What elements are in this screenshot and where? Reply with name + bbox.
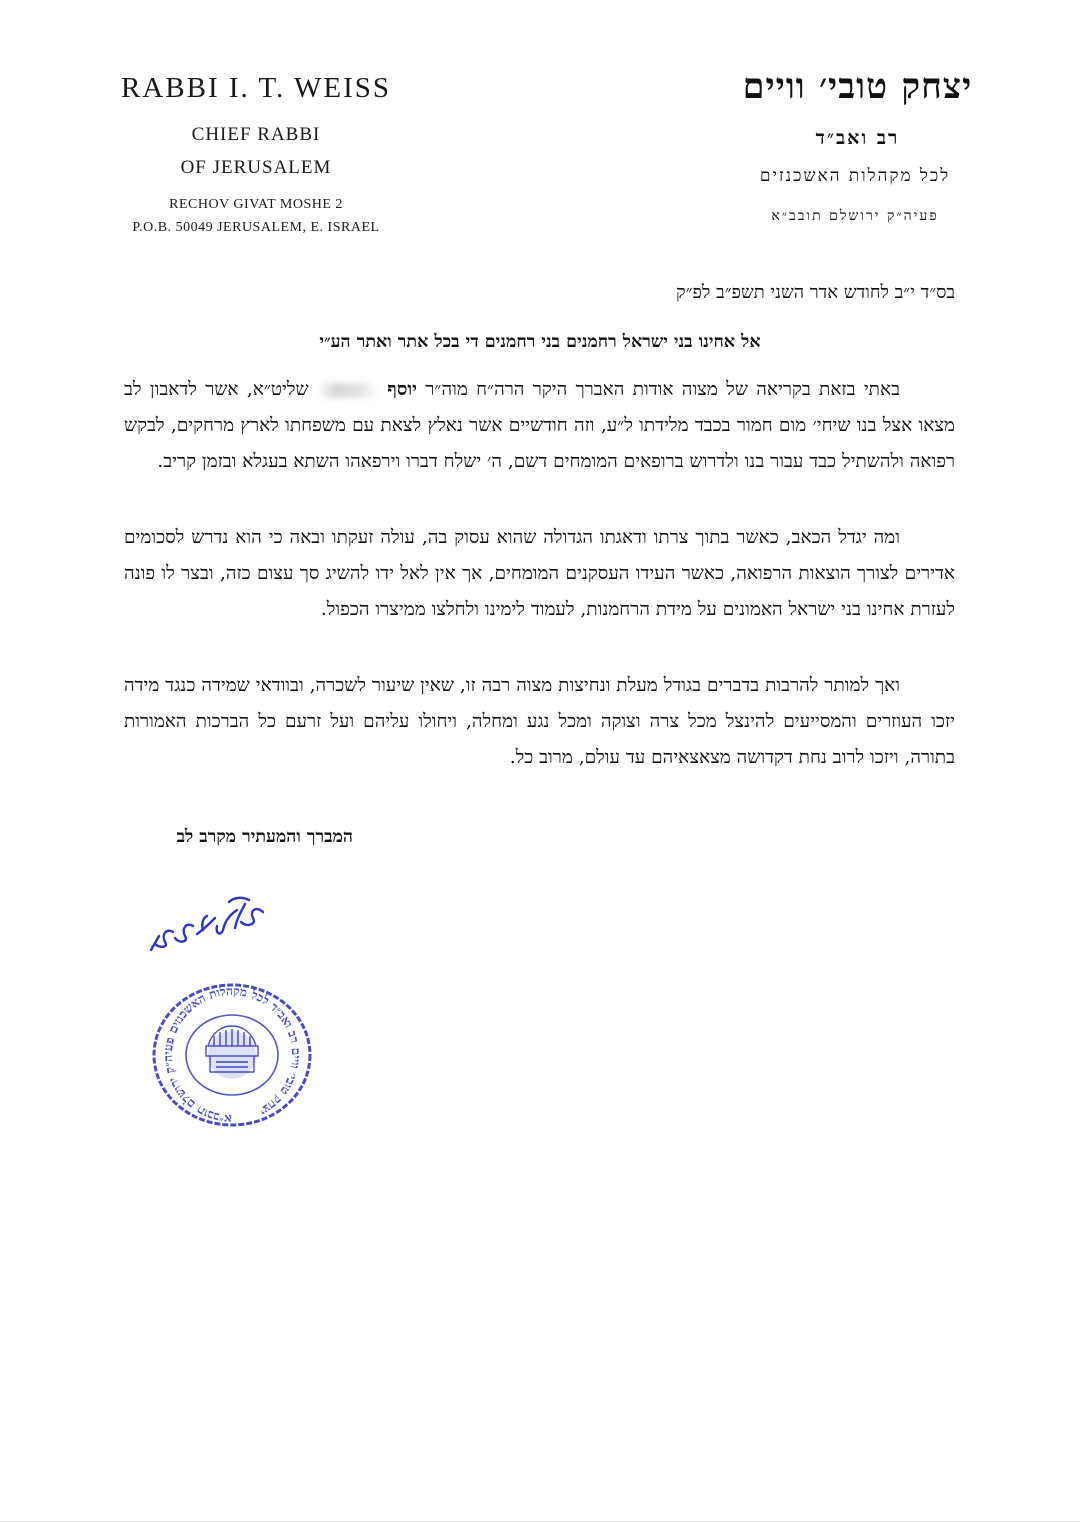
- paragraph-2-text: ומה יגדל הכאב, כאשר בתוך צרתו ודאגתו הגדולה שהוא עסוק בה, עולה זעקתו ובאה כי הוא נדרש לסכומים אדירים לצורך הוצאות הרפואה, כאשר העידו העסקנים המומחים, אך אין לאל ידו להשיג סך עצום כזה, ובצר לו פונה לעזרת אחינו בני ישראל האמונים על מידת הרחמנות, לעמוד לימינו ולחלצו ממיצרו הכפול.: [124, 527, 955, 620]
- redacted-name: [317, 383, 379, 398]
- letter-heading: אל אחינו בני ישראל רחמנים בני רחמנים די בכל אתר ואתר הע״י: [319, 332, 761, 352]
- page-bottom-edge: [0, 1521, 1080, 1522]
- paragraph-1: [124, 372, 955, 480]
- stamp-ring-text: יצחק טובי׳ וויים רב ואב״ד לכל מקהלות האשכנזים פעיה״ק ירושלם תובב״א: [160, 983, 304, 1127]
- hebrew-community: לכל מקהלות האשכנזים: [759, 166, 951, 186]
- english-title-line2: OF JERUSALEM: [180, 157, 332, 178]
- english-title-line1: CHIEF RABBI: [191, 124, 321, 145]
- paragraph-2: [124, 520, 955, 628]
- paragraph-3: [124, 668, 955, 776]
- english-name: RABBI I. T. WEISS: [120, 72, 392, 104]
- hebrew-name: יצחק טובי׳ וויים: [742, 66, 973, 107]
- official-stamp: [150, 980, 315, 1130]
- english-address-line1: RECHOV GIVAT MOSHE 2: [169, 197, 343, 212]
- hebrew-city: פעיה״ק ירושלם תובב״א: [771, 208, 939, 224]
- signature: [145, 888, 275, 958]
- recipient-name: יוסף: [387, 379, 417, 400]
- paragraph-1-before-name: באתי בזאת בקריאה של מצוה אודות האברך היקר הרה״ח מוה״ר: [425, 379, 900, 400]
- english-address-line2: P.O.B. 50049 JERUSALEM, E. ISRAEL: [132, 220, 380, 235]
- closing-line: המברך והמעתיר מקרב לב: [176, 827, 353, 847]
- date-line: בס״ד י״ב לחודש אדר השני תשפ״ב לפ״ק: [675, 282, 955, 303]
- paragraph-1-after-name: שליט״א, אשר לדאבון לב מצאו אצל בנו שיחי׳ מום חמור בכבד מלידתו ל״ע, וזה חודשיים אשר נאלץ לצאת עם משפחתו לארץ מרחקים, לבקש רפואה ולהשתיל כבד עבור בנו ולדרוש ברופאים המומחים דשם, ה׳ ישלח דברו וירפאהו השתא בעגלא ובזמן קריב.: [124, 379, 955, 472]
- hebrew-title: רב ואב״ד: [815, 127, 900, 149]
- paragraph-3-text: ואך למותר להרבות בדברים בגודל מעלת ונחיצות מצוה רבה זו, שאין שיעור לשכרה, ובוודאי שמידה כנגד מידה יזכו העוזרים והמסייעים להינצל מכל צרה וצוקה ומכל נגע ומחלה, ויחולו עליהם ועל זרעם כל הברכות האמורות בתורה, ויזכו לרוב נחת דקדושה מצאצאיהם עד עולם, מרוב כל.: [124, 675, 955, 768]
